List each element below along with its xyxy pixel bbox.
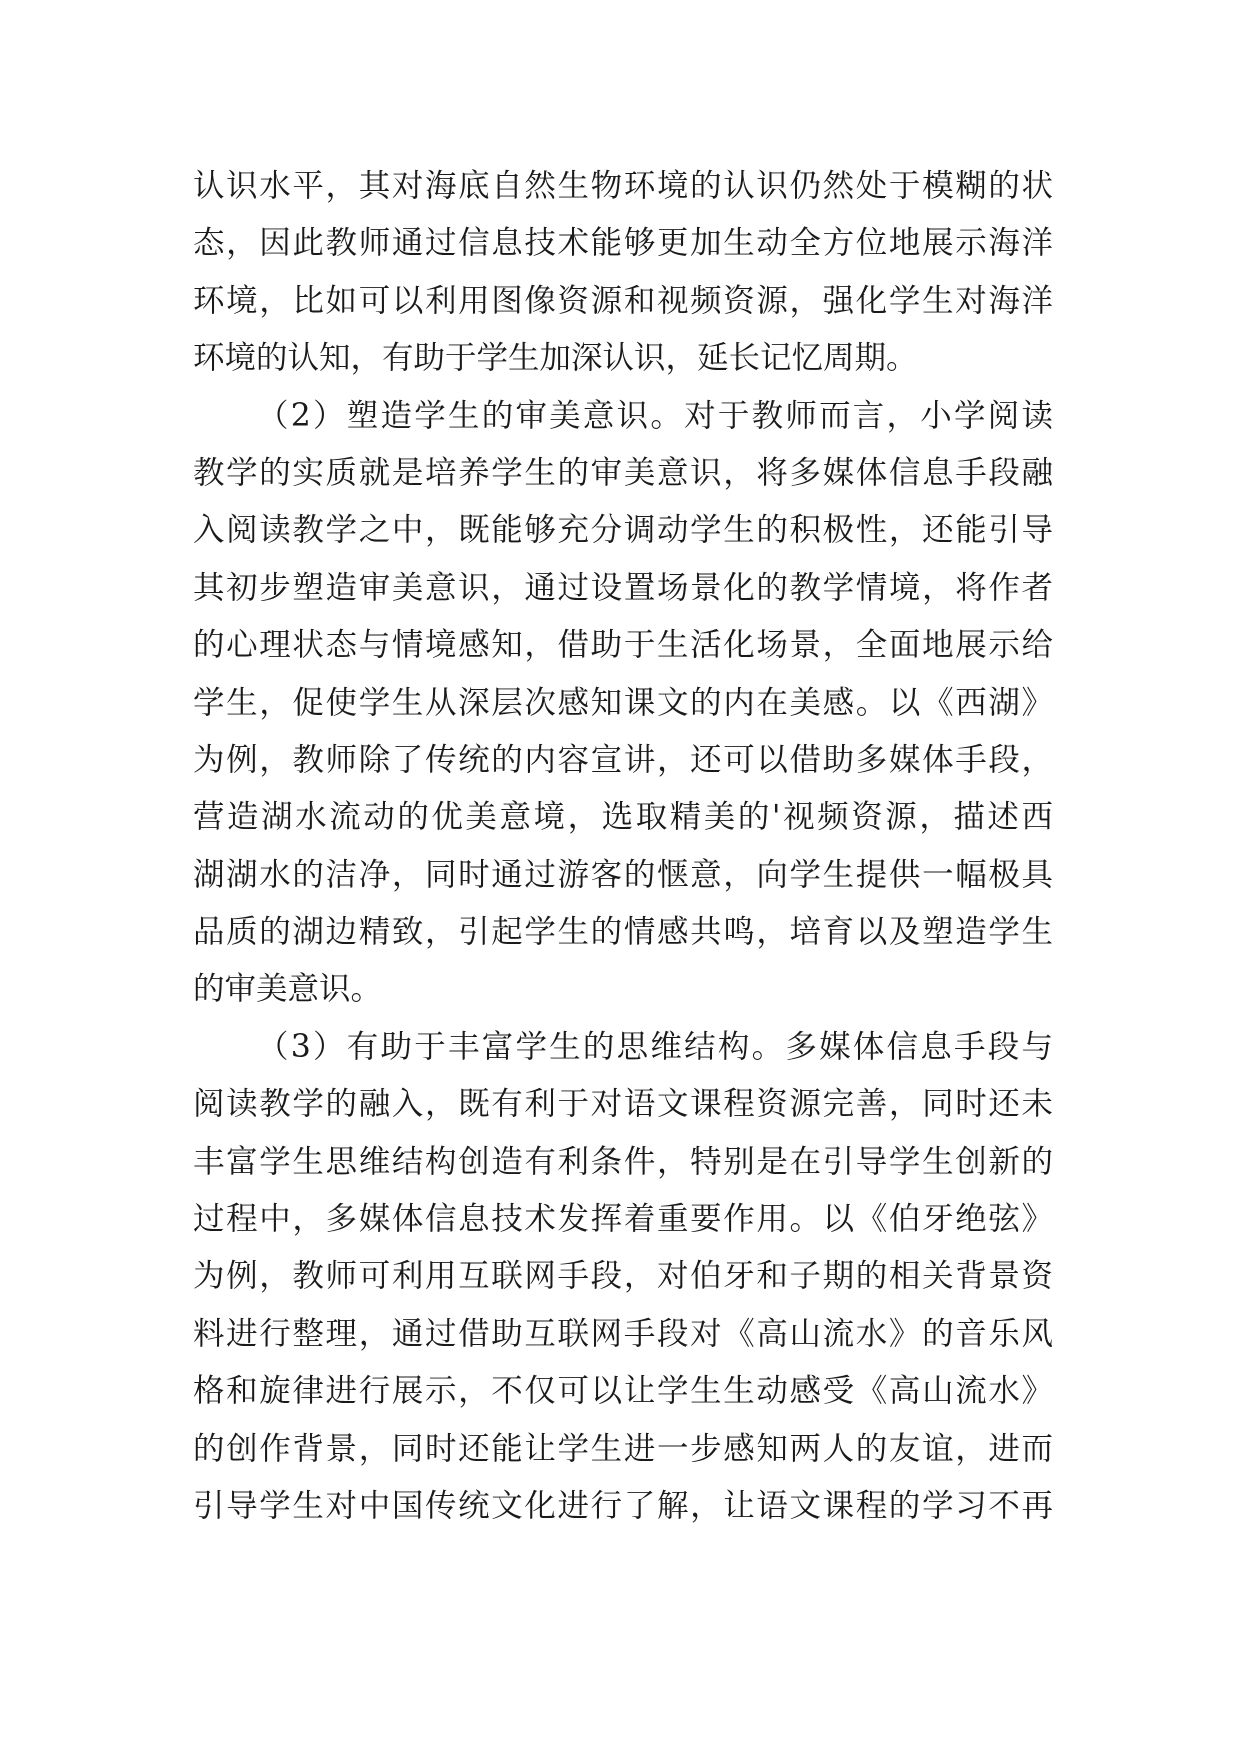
text-line-23: 的创作背景，同时还能让学生进一步感知两人的友谊，进而 bbox=[193, 1430, 1053, 1467]
text-line-13: 湖湖水的洁净，同时通过游客的惬意，向学生提供一幅极具 bbox=[193, 856, 1053, 893]
text-line-10: 学生，促使学生从深层次感知课文的内在美感。以《西湖》 bbox=[193, 684, 1053, 721]
text-line-1: 认识水平，其对海底自然生物环境的认识仍然处于模糊的状 bbox=[193, 168, 1053, 204]
text-line-16: （3）有助于丰富学生的思维结构。多媒体信息手段与 bbox=[257, 1028, 1053, 1065]
text-line-11: 为例，教师除了传统的内容宣讲，还可以借助多媒体手段， bbox=[193, 741, 1053, 778]
text-line-14: 品质的湖边精致，引起学生的情感共鸣，培育以及塑造学生 bbox=[193, 914, 1053, 951]
text-line-17: 阅读教学的融入，既有利于对语文课程资源完善，同时还未 bbox=[193, 1086, 1053, 1123]
text-line-5: （2）塑造学生的审美意识。对于教师而言，小学阅读 bbox=[257, 397, 1053, 434]
text-line-19: 过程中，多媒体信息技术发挥着重要作用。以《伯牙绝弦》 bbox=[193, 1201, 1053, 1238]
text-line-18: 丰富学生思维结构创造有利条件，特别是在引导学生创新的 bbox=[193, 1143, 1053, 1180]
text-line-22: 格和旋律进行展示，不仅可以让学生生动感受《高山流水》 bbox=[193, 1373, 1053, 1410]
text-line-4: 环境的认知，有助于学生加深认识，延长记忆周期。 bbox=[193, 340, 918, 377]
text-line-20: 为例，教师可利用互联网手段，对伯牙和子期的相关背景资 bbox=[193, 1258, 1053, 1295]
text-line-8: 其初步塑造审美意识，通过设置场景化的教学情境，将作者 bbox=[193, 569, 1053, 606]
body-text bbox=[193, 158, 1053, 1535]
text-line-24: 引导学生对中国传统文化进行了解，让语文课程的学习不再 bbox=[193, 1487, 1053, 1524]
text-line-7: 入阅读教学之中，既能够充分调动学生的积极性，还能引导 bbox=[193, 512, 1053, 549]
text-line-15: 的审美意识。 bbox=[193, 971, 383, 1008]
text-line-12: 营造湖水流动的优美意境，选取精美的'视频资源，描述西 bbox=[193, 799, 1053, 836]
text-line-9: 的心理状态与情境感知，借助于生活化场景，全面地展示给 bbox=[193, 627, 1053, 664]
text-line-21: 料进行整理，通过借助互联网手段对《高山流水》的音乐风 bbox=[193, 1315, 1053, 1352]
text-line-3: 环境，比如可以利用图像资源和视频资源，强化学生对海洋 bbox=[193, 282, 1053, 319]
text-line-6: 教学的实质就是培养学生的审美意识，将多媒体信息手段融 bbox=[193, 454, 1053, 491]
text-line-2: 态，因此教师通过信息技术能够更加生动全方位地展示海洋 bbox=[193, 225, 1053, 262]
